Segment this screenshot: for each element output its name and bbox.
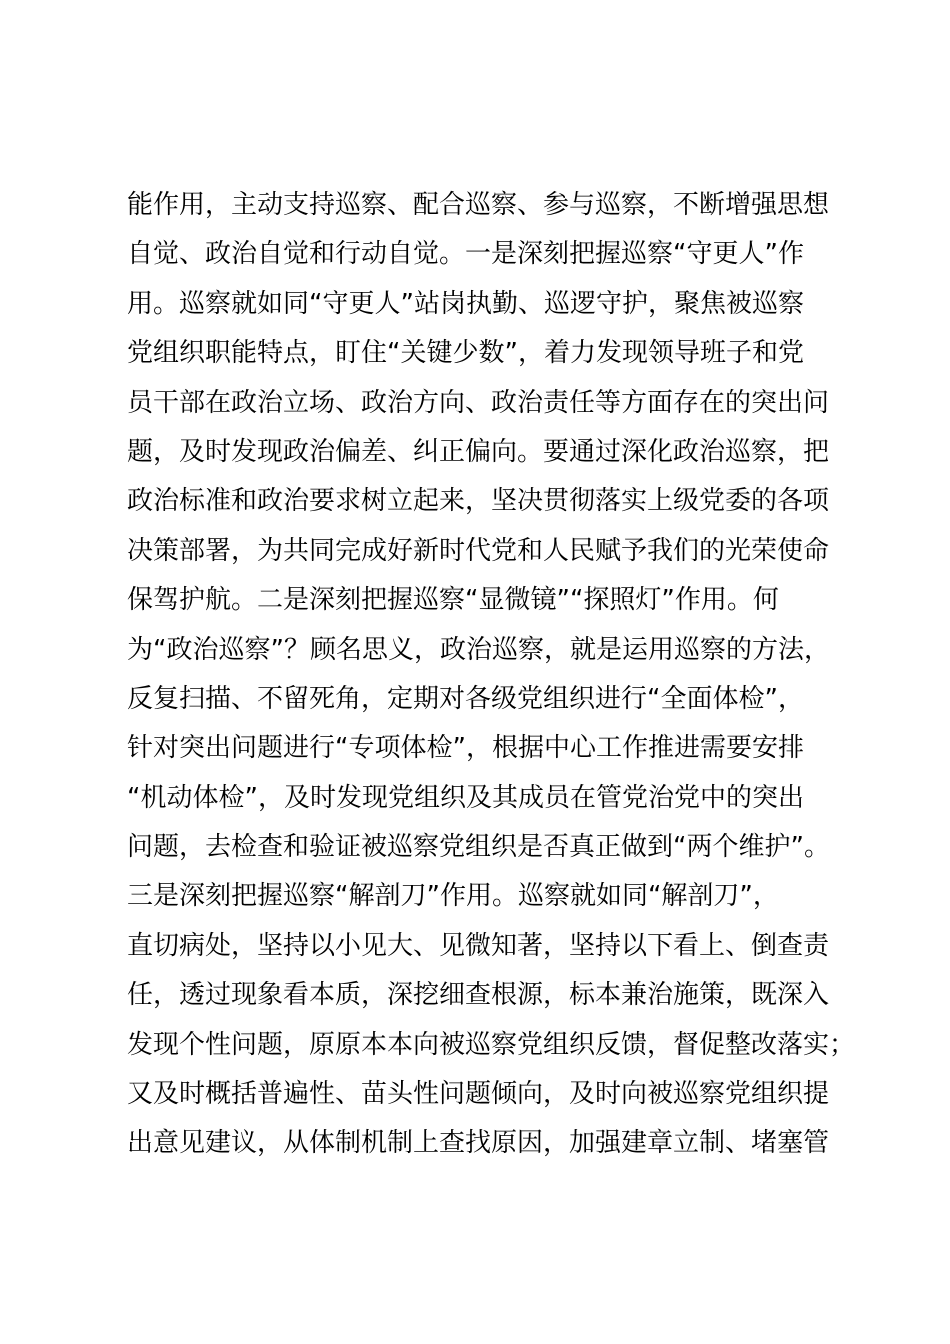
text-line: 保驾护航。二是深刻把握巡察“显微镜”“探照灯”作用。何	[127, 585, 779, 616]
text-line: 反复扫描、不留死角，定期对各级党组织进行“全面体检”，	[127, 683, 804, 714]
text-line: 员干部在政治立场、政治方向、政治责任等方面存在的突出问	[127, 387, 830, 418]
text-line: 题，及时发现政治偏差、纠正偏向。要通过深化政治巡察，把	[127, 436, 830, 467]
body-paragraph	[127, 181, 857, 1169]
text-line: 决策部署，为共同完成好新时代党和人民赋予我们的光荣使命	[127, 535, 830, 566]
text-line: 又及时概括普遍性、苗头性问题倾向，及时向被巡察党组织提	[127, 1079, 830, 1110]
text-line: 政治标准和政治要求树立起来，坚决贯彻落实上级党委的各项	[127, 486, 830, 517]
text-line: 任，透过现象看本质，深挖细查根源，标本兼治施策，既深入	[127, 980, 830, 1011]
text-line: 用。巡察就如同“守更人”站岗执勤、巡逻守护，聚焦被巡察	[127, 288, 804, 319]
text-line: 出意见建议，从体制机制上查找原因，加强建章立制、堵塞管	[127, 1128, 830, 1159]
text-line: 针对突出问题进行“专项体检”，根据中心工作推进需要安排	[127, 733, 804, 764]
text-line: 党组织职能特点，盯住“关键少数”，着力发现领导班子和党	[127, 338, 804, 369]
text-line: 自觉、政治自觉和行动自觉。一是深刻把握巡察“守更人”作	[127, 239, 804, 270]
text-line: 三是深刻把握巡察“解剖刀”作用。巡察就如同“解剖刀”，	[127, 881, 779, 912]
text-line: 直切病处，坚持以小见大、见微知著，坚持以下看上、倒查责	[127, 930, 830, 961]
text-line: 为“政治巡察”？顾名思义，政治巡察，就是运用巡察的方法，	[127, 634, 830, 665]
text-line: 能作用，主动支持巡察、配合巡察、参与巡察，不断增强思想	[127, 190, 830, 220]
text-line: 问题，去检查和验证被巡察党组织是否真正做到“两个维护”。	[127, 832, 830, 863]
text-line: “机动体检”，及时发现党组织及其成员在管党治党中的突出	[127, 782, 804, 813]
text-line: 发现个性问题，原原本本向被巡察党组织反馈，督促整改落实；	[127, 1029, 856, 1060]
